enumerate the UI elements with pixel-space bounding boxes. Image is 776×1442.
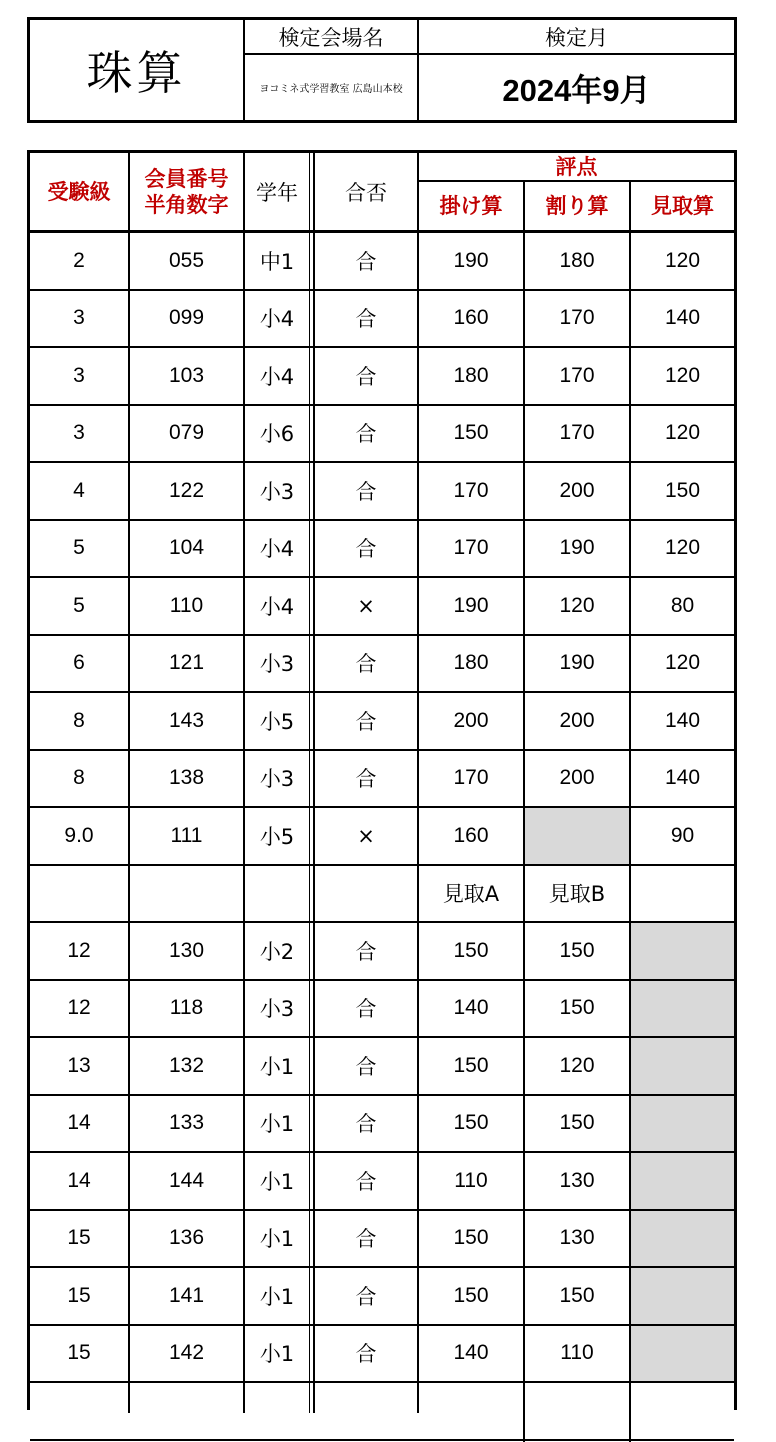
col-header-multiplication: 掛け算 [439, 194, 503, 218]
col-header-school-year: 学年 [256, 180, 298, 205]
result-cell: × [357, 823, 375, 848]
mitorizan-score-cell [631, 1383, 734, 1439]
division-score-cell: 170 [559, 421, 595, 445]
school-year-cell: 小1 [259, 1284, 295, 1309]
member-no-cell: 118 [169, 996, 204, 1020]
school-year-cell: 小4 [259, 364, 295, 389]
result-cell: 合 [355, 422, 377, 447]
results-table [27, 150, 737, 1410]
school-year-cell: 中1 [259, 249, 295, 274]
school-year-cell: 小1 [259, 1054, 295, 1079]
school-year-cell: 小3 [259, 767, 295, 792]
result-cell: 合 [355, 1284, 377, 1309]
division-score-cell: 190 [559, 536, 595, 560]
mitorizan-score-cell [631, 1038, 734, 1094]
member-no-cell: 144 [168, 1168, 205, 1192]
mitorizan-score-cell [631, 923, 734, 979]
mitori-a-header: 見取A [442, 882, 500, 907]
grade-cell: 14 [67, 1168, 91, 1192]
multiplication-score-cell: 160 [453, 823, 489, 847]
division-score-cell: 110 [560, 1341, 594, 1365]
col-header-scores: 評点 [555, 154, 598, 179]
multiplication-score-cell: 110 [454, 1168, 488, 1192]
column-divider [128, 153, 130, 1413]
mitorizan-score-cell [631, 1326, 734, 1382]
division-score-cell: 150 [559, 1283, 595, 1307]
result-cell: 合 [355, 1112, 377, 1137]
school-year-cell: 小1 [259, 1227, 295, 1252]
multiplication-score-cell: 150 [453, 1226, 489, 1250]
result-cell: × [357, 593, 375, 618]
school-year-cell: 小4 [259, 537, 295, 562]
multiplication-score-cell: 150 [453, 421, 489, 445]
multiplication-score-cell: 190 [453, 248, 489, 272]
col-header-division: 割り算 [545, 194, 609, 218]
mitorizan-score-cell [631, 1268, 734, 1324]
member-no-cell [130, 1383, 243, 1439]
result-cell: 合 [355, 767, 377, 792]
result-cell: 合 [355, 1227, 377, 1252]
column-divider [629, 182, 631, 1442]
result-cell: 合 [355, 709, 377, 734]
mitorizan-score-cell: 140 [664, 766, 701, 790]
school-year-cell: 小5 [259, 709, 295, 734]
grade-cell [30, 866, 128, 922]
mitorizan-score-cell: 150 [664, 478, 701, 502]
grade-cell: 2 [73, 248, 85, 272]
venue-name: ヨコミネ式学習教室 広島山本校 [245, 55, 419, 120]
grade-cell: 15 [67, 1283, 91, 1307]
division-score-cell: 200 [559, 766, 595, 790]
multiplication-score-cell: 140 [453, 996, 489, 1020]
col-header-mitorizan: 見取算 [651, 194, 714, 218]
division-score-cell: 180 [559, 248, 595, 272]
result-cell [315, 1383, 417, 1439]
result-cell: 合 [355, 1054, 377, 1079]
division-score-cell: 150 [559, 996, 595, 1020]
grade-cell: 6 [73, 651, 85, 675]
result-cell: 合 [355, 364, 377, 389]
division-score-cell: 120 [559, 1053, 595, 1077]
grade-cell: 3 [73, 421, 85, 445]
school-year-cell: 小5 [259, 824, 295, 849]
division-score-cell: 150 [559, 1111, 595, 1135]
result-cell: 合 [355, 652, 377, 677]
school-year-cell: 小4 [259, 307, 295, 332]
mitorizan-score-cell [631, 1153, 734, 1209]
mitorizan-score-cell: 120 [664, 651, 701, 675]
column-divider [313, 153, 315, 1413]
multiplication-score-cell: 170 [453, 478, 489, 502]
member-no-cell: 104 [168, 536, 205, 560]
division-score-cell: 200 [559, 478, 595, 502]
division-score-cell: 170 [559, 306, 595, 330]
result-cell: 合 [355, 249, 377, 274]
grade-cell [30, 1383, 128, 1439]
grade-cell: 3 [73, 306, 85, 330]
subject-title: 珠算 [30, 20, 245, 120]
member-no-cell: 141 [168, 1283, 205, 1307]
mitorizan-score-cell [631, 866, 734, 922]
grade-cell: 4 [73, 478, 85, 502]
member-no-cell: 122 [168, 478, 205, 502]
header-divider [419, 180, 734, 182]
result-cell: 合 [355, 479, 377, 504]
col-header-grade: 受験級 [47, 179, 111, 204]
grade-cell: 8 [73, 708, 85, 732]
member-no-cell: 132 [168, 1053, 205, 1077]
result-cell: 合 [355, 1342, 377, 1367]
grade-cell: 8 [73, 766, 85, 790]
member-no-cell: 143 [168, 708, 205, 732]
venue-label: 検定会場名 [245, 20, 419, 55]
member-no-cell: 130 [168, 938, 205, 962]
mitorizan-score-cell: 140 [664, 708, 701, 732]
school-year-cell: 小6 [259, 422, 295, 447]
multiplication-score-cell: 150 [453, 938, 489, 962]
grade-cell: 15 [67, 1226, 91, 1250]
member-no-cell: 110 [169, 593, 204, 617]
school-year-cell: 小1 [259, 1342, 295, 1367]
mitorizan-score-cell: 120 [664, 363, 701, 387]
multiplication-score-cell: 150 [453, 1053, 489, 1077]
exam-header-box [27, 17, 737, 123]
grade-cell: 5 [73, 536, 85, 560]
multiplication-score-cell: 200 [453, 708, 489, 732]
school-year-cell: 小3 [259, 997, 295, 1022]
division-score-cell [525, 808, 629, 864]
exam-month: 2024年9月 [502, 73, 651, 108]
member-no-cell: 136 [168, 1226, 205, 1250]
member-no-cell: 111 [170, 823, 203, 847]
grade-cell: 5 [73, 593, 85, 617]
member-no-cell: 121 [168, 651, 205, 675]
grade-cell: 3 [73, 363, 85, 387]
column-divider [309, 153, 310, 1413]
col-header-result: 合否 [345, 180, 387, 205]
multiplication-score-cell: 150 [453, 1111, 489, 1135]
grade-cell: 12 [67, 996, 91, 1020]
member-no-cell: 055 [168, 248, 205, 272]
exam-month-label: 検定月 [419, 20, 734, 55]
division-score-cell: 120 [559, 593, 595, 617]
result-cell: 合 [355, 307, 377, 332]
col-header-member-no: 会員番号 半角数字 [144, 166, 229, 217]
member-no-cell: 103 [168, 363, 205, 387]
member-no-cell: 138 [168, 766, 205, 790]
division-score-cell [525, 1383, 629, 1439]
division-score-cell: 130 [559, 1226, 595, 1250]
multiplication-score-cell [419, 1383, 523, 1439]
multiplication-score-cell: 140 [453, 1341, 489, 1365]
mitorizan-score-cell [631, 1096, 734, 1152]
column-divider [523, 182, 525, 1442]
school-year-cell: 小3 [259, 652, 295, 677]
mitorizan-score-cell: 80 [670, 593, 695, 617]
mitori-b-header: 見取B [548, 882, 606, 907]
grade-cell: 14 [67, 1111, 91, 1135]
school-year-cell: 小1 [259, 1169, 295, 1194]
school-year-cell: 小4 [259, 594, 295, 619]
school-year-cell [245, 1383, 309, 1439]
member-no-cell: 142 [168, 1341, 205, 1365]
school-year-cell: 小3 [259, 479, 295, 504]
member-no-cell: 133 [168, 1111, 205, 1135]
mitorizan-score-cell [631, 981, 734, 1037]
multiplication-score-cell: 180 [453, 651, 489, 675]
multiplication-score-cell: 190 [453, 593, 489, 617]
division-score-cell: 150 [559, 938, 595, 962]
grade-cell: 15 [67, 1341, 91, 1365]
school-year-cell: 小1 [259, 1112, 295, 1137]
mitorizan-score-cell: 90 [670, 823, 695, 847]
column-divider [417, 153, 419, 1413]
school-year-cell: 小2 [259, 939, 295, 964]
result-cell: 合 [355, 1169, 377, 1194]
mitorizan-score-cell: 120 [664, 536, 701, 560]
result-cell: 合 [355, 939, 377, 964]
division-score-cell: 200 [559, 708, 595, 732]
division-score-cell: 190 [559, 651, 595, 675]
multiplication-score-cell: 170 [453, 536, 489, 560]
mitorizan-score-cell: 120 [664, 421, 701, 445]
mitorizan-score-cell [631, 1211, 734, 1267]
result-cell: 合 [355, 537, 377, 562]
result-cell [315, 866, 417, 922]
division-score-cell: 170 [559, 363, 595, 387]
mitorizan-score-cell: 120 [664, 248, 701, 272]
multiplication-score-cell: 180 [453, 363, 489, 387]
member-no-cell: 079 [168, 421, 205, 445]
member-no-cell [130, 866, 243, 922]
school-year-cell [245, 866, 309, 922]
column-divider [243, 153, 245, 1413]
grade-cell: 13 [67, 1053, 91, 1077]
multiplication-score-cell: 170 [453, 766, 489, 790]
grade-cell: 9.0 [64, 823, 94, 847]
multiplication-score-cell: 150 [453, 1283, 489, 1307]
division-score-cell: 130 [559, 1168, 595, 1192]
result-cell: 合 [355, 997, 377, 1022]
multiplication-score-cell: 160 [453, 306, 489, 330]
member-no-cell: 099 [168, 306, 205, 330]
grade-cell: 12 [67, 938, 91, 962]
mitorizan-score-cell: 140 [664, 306, 701, 330]
